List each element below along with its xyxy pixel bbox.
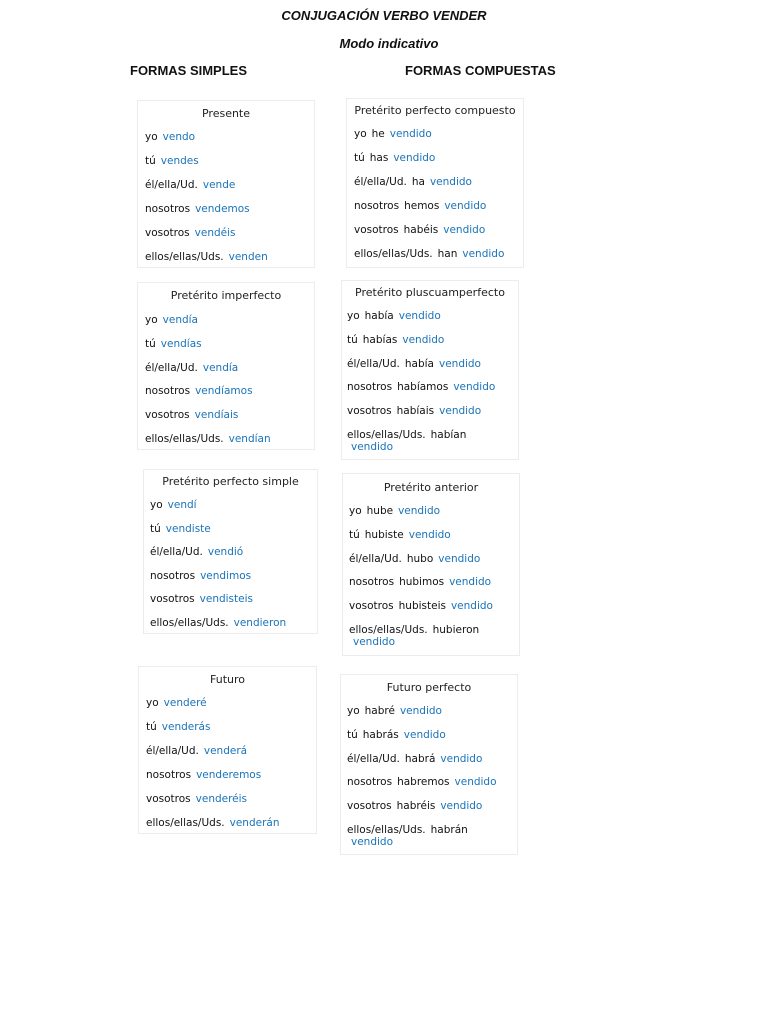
tense-card-futuro-perfecto	[340, 674, 518, 855]
pronoun: vosotros	[347, 405, 392, 418]
conjugation-row	[150, 593, 253, 605]
pronoun: nosotros	[150, 569, 196, 582]
auxiliary-verb: hubisteis	[398, 600, 446, 613]
auxiliary-verb: habrás	[362, 728, 399, 741]
pronoun: ellos/ellas/Uds.	[150, 616, 229, 629]
auxiliary-verb: habréis	[396, 800, 436, 813]
pronoun: ellos/ellas/Uds.	[354, 248, 433, 260]
conjugation-row	[354, 248, 504, 260]
verb-form: vendido	[438, 357, 481, 370]
auxiliary-verb: hubieron	[432, 624, 480, 636]
pronoun: él/ella/Ud.	[347, 357, 400, 370]
pronoun: ellos/ellas/Uds.	[347, 429, 426, 441]
verb-form: vendido	[398, 505, 441, 517]
pronoun: vosotros	[349, 600, 394, 613]
verb-form: vendido	[440, 752, 483, 765]
conjugation-row	[349, 529, 451, 541]
conjugation-row	[145, 131, 195, 143]
pronoun: él/ella/Ud.	[150, 546, 203, 558]
conjugation-row	[145, 338, 202, 350]
verb-form: vendido	[443, 224, 486, 236]
verb-form: vendido	[403, 728, 446, 741]
pronoun: vosotros	[354, 224, 399, 236]
auxiliary-verb: habéis	[403, 224, 439, 236]
verb-form: vendíamos	[195, 385, 253, 398]
tense-card-preterito-perfecto-compuesto	[346, 98, 524, 268]
pronoun: nosotros	[146, 769, 192, 781]
conjugation-row	[349, 576, 491, 588]
verb-form: vendido	[429, 176, 472, 188]
auxiliary-verb: hube	[366, 505, 394, 517]
conjugation-row	[150, 546, 243, 558]
conjugation-row	[354, 176, 472, 188]
conjugation-row	[347, 310, 441, 322]
auxiliary-verb: habías	[362, 333, 398, 346]
column-heading-compound: FORMAS COMPUESTAS	[405, 63, 556, 78]
column-heading-simple: FORMAS SIMPLES	[130, 63, 248, 78]
pronoun: vosotros	[150, 593, 195, 605]
auxiliary-verb: habíamos	[397, 381, 449, 394]
conjugation-row	[150, 499, 197, 511]
tense-card-presente	[137, 100, 315, 268]
pronoun: yo	[145, 131, 158, 143]
conjugation-row	[354, 128, 432, 140]
pronoun: tú	[146, 721, 157, 733]
pronoun: yo	[150, 499, 163, 511]
verb-form: vendido	[399, 705, 442, 717]
pronoun: yo	[347, 705, 360, 717]
tense-card-preterito-pluscuamperfecto	[341, 280, 519, 460]
pronoun: ellos/ellas/Uds.	[145, 433, 224, 445]
conjugation-row	[145, 314, 198, 326]
verb-form: vendido	[351, 441, 393, 453]
verb-form: vendéis	[194, 227, 236, 239]
verb-form: vendimos	[200, 569, 252, 582]
pronoun: tú	[354, 152, 365, 164]
verb-form: venderás	[161, 721, 211, 733]
pronoun: tú	[347, 333, 358, 346]
verb-form: vendido	[462, 248, 505, 260]
pronoun: yo	[145, 314, 158, 326]
conjugation-row	[347, 705, 442, 717]
auxiliary-verb: había	[364, 310, 394, 322]
conjugation-row	[347, 776, 497, 788]
conjugation-row	[146, 697, 207, 709]
conjugation-row	[145, 409, 238, 421]
tense-title: Pretérito anterior	[383, 481, 479, 494]
pronoun: yo	[146, 697, 159, 709]
verb-form: vendido	[398, 310, 441, 322]
pronoun: vosotros	[146, 793, 191, 805]
verb-form: vendido	[438, 552, 481, 565]
verb-form: vendido	[353, 636, 395, 648]
auxiliary-verb: habíais	[396, 405, 435, 418]
auxiliary-verb: has	[369, 152, 389, 164]
verb-form: vendido	[351, 836, 393, 848]
pronoun: tú	[150, 522, 161, 535]
conjugation-row	[347, 358, 481, 370]
conjugation-row	[354, 224, 485, 236]
verb-form: venderéis	[195, 793, 248, 805]
pronoun: tú	[145, 155, 156, 167]
conjugation-row	[150, 570, 251, 582]
pronoun: nosotros	[347, 776, 393, 789]
conjugation-row	[347, 800, 482, 812]
pronoun: él/ella/Ud.	[349, 552, 402, 565]
verb-form: venderemos	[196, 769, 262, 781]
pronoun: nosotros	[145, 203, 191, 215]
pronoun: él/ella/Ud.	[146, 745, 199, 757]
pronoun: nosotros	[145, 385, 191, 398]
verb-form: vendiste	[165, 522, 211, 535]
verb-form: vendíais	[194, 409, 239, 422]
conjugation-row	[145, 203, 250, 215]
pronoun: vosotros	[145, 409, 190, 422]
conjugation-row	[354, 152, 435, 164]
tense-title: Pretérito perfecto simple	[162, 475, 299, 488]
verb-form: vendido	[449, 576, 492, 589]
conjugation-row	[150, 617, 286, 629]
verb-form: vendido	[389, 128, 432, 140]
conjugation-row	[347, 405, 481, 417]
verb-form: vendido	[440, 800, 483, 813]
conjugation-row	[349, 624, 480, 648]
verb-form: vendido	[439, 405, 482, 418]
verb-form: vendido	[402, 333, 445, 346]
document-title: CONJUGACIÓN VERBO VENDER	[281, 8, 487, 23]
pronoun: ellos/ellas/Uds.	[146, 817, 225, 829]
conjugation-row	[146, 745, 247, 757]
pronoun: ellos/ellas/Uds.	[145, 251, 224, 263]
tense-title: Futuro	[210, 673, 245, 686]
pronoun: tú	[349, 528, 360, 541]
conjugation-row	[349, 600, 493, 612]
conjugation-row	[146, 817, 280, 829]
verb-form: vendían	[228, 433, 271, 445]
pronoun: nosotros	[354, 200, 400, 212]
tense-card-preterito-anterior	[342, 473, 520, 656]
verb-form: venderé	[163, 697, 207, 709]
auxiliary-verb: habían	[430, 429, 467, 441]
verb-form: vendido	[450, 600, 493, 613]
verb-form: vende	[202, 179, 236, 191]
pronoun: él/ella/Ud.	[145, 361, 198, 374]
verb-form: vendido	[408, 528, 451, 541]
conjugation-row	[347, 334, 444, 346]
pronoun: yo	[354, 128, 367, 140]
auxiliary-verb: habrá	[404, 752, 436, 765]
verb-form: vendemos	[195, 203, 250, 215]
conjugation-row	[145, 385, 253, 397]
conjugation-row	[347, 381, 495, 393]
tense-card-preterito-perfecto-simple	[143, 469, 318, 634]
document-subtitle: Modo indicativo	[339, 36, 439, 51]
conjugation-row	[146, 721, 210, 733]
verb-form: vendías	[160, 337, 202, 350]
auxiliary-verb: había	[404, 357, 434, 370]
verb-form: vendí	[167, 499, 197, 511]
verb-form: vendisteis	[199, 593, 253, 605]
pronoun: él/ella/Ud.	[354, 176, 407, 188]
conjugation-row	[347, 729, 446, 741]
verb-form: vendido	[453, 381, 496, 394]
pronoun: vosotros	[347, 800, 392, 813]
pronoun: ellos/ellas/Uds.	[349, 624, 428, 636]
conjugation-row	[146, 769, 261, 781]
verb-form: vendió	[207, 546, 244, 558]
verb-form: venden	[228, 251, 268, 263]
pronoun: yo	[349, 505, 362, 517]
verb-form: vendía	[162, 314, 198, 326]
pronoun: yo	[347, 310, 360, 322]
verb-form: venderán	[229, 817, 280, 829]
auxiliary-verb: hubimos	[399, 576, 445, 589]
verb-form: vendía	[202, 361, 239, 374]
auxiliary-verb: he	[371, 128, 385, 140]
verb-form: vendido	[454, 776, 497, 789]
verb-form: vendido	[393, 152, 436, 164]
conjugation-row	[349, 553, 480, 565]
tense-card-preterito-imperfecto	[137, 282, 315, 450]
conjugation-row	[150, 523, 211, 535]
auxiliary-verb: hubo	[406, 552, 434, 565]
conjugation-row	[354, 200, 486, 212]
conjugation-row	[145, 362, 238, 374]
auxiliary-verb: habré	[364, 705, 395, 717]
conjugation-row	[347, 753, 482, 765]
pronoun: ellos/ellas/Uds.	[347, 824, 426, 836]
auxiliary-verb: habrán	[430, 824, 468, 836]
pronoun: él/ella/Ud.	[145, 179, 198, 191]
conjugation-row	[145, 155, 199, 167]
conjugation-row	[145, 179, 235, 191]
tense-title: Pretérito imperfecto	[170, 289, 282, 302]
tense-card-futuro	[138, 666, 317, 834]
verb-form: vendieron	[233, 616, 287, 629]
auxiliary-verb: ha	[411, 176, 425, 188]
pronoun: él/ella/Ud.	[347, 752, 400, 765]
auxiliary-verb: hubiste	[364, 528, 404, 541]
verb-form: vendido	[444, 200, 487, 212]
tense-title: Pretérito pluscuamperfecto	[355, 286, 505, 299]
conjugation-row	[145, 433, 271, 445]
pronoun: nosotros	[349, 576, 395, 589]
pronoun: tú	[145, 337, 156, 350]
conjugation-row	[349, 505, 440, 517]
tense-title: Presente	[201, 107, 251, 120]
pronoun: tú	[347, 728, 358, 741]
auxiliary-verb: han	[437, 248, 458, 260]
verb-form: vendo	[162, 131, 196, 143]
conjugation-row	[145, 227, 235, 239]
verb-form: vendes	[160, 155, 199, 167]
conjugation-row	[146, 793, 247, 805]
conjugation-row	[145, 251, 268, 263]
pronoun: vosotros	[145, 227, 190, 239]
tense-title: Pretérito perfecto compuesto	[354, 104, 516, 117]
tense-title: Futuro perfecto	[386, 681, 472, 694]
conjugation-row	[347, 429, 467, 453]
verb-form: venderá	[203, 745, 248, 757]
conjugation-row	[347, 824, 468, 848]
auxiliary-verb: hemos	[404, 200, 440, 212]
pronoun: nosotros	[347, 381, 393, 394]
auxiliary-verb: habremos	[397, 776, 450, 789]
